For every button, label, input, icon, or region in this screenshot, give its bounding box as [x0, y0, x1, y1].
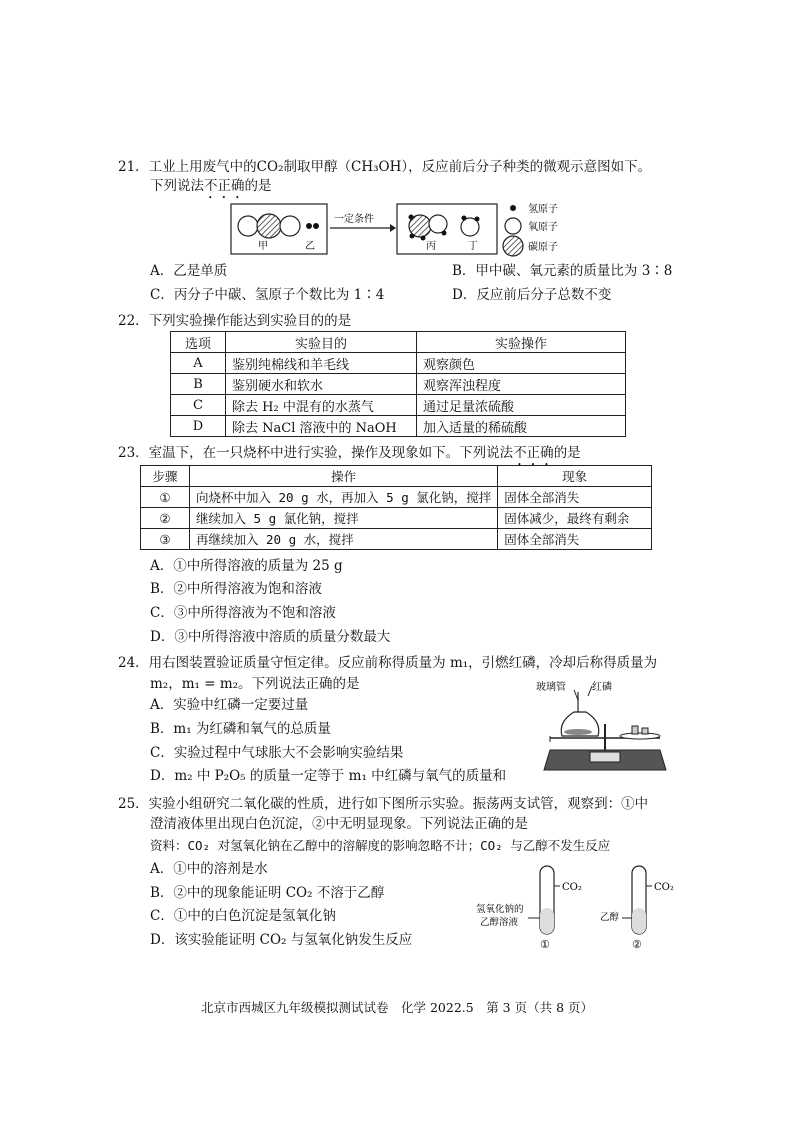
table-cell: 观察浑浊程度 — [417, 374, 626, 395]
table-row — [171, 395, 626, 416]
label-ding: 丁 — [468, 241, 478, 252]
q21-option-b: B．甲中碳、氧元素的质量比为 3∶8 — [452, 263, 673, 279]
q22-table — [170, 331, 626, 437]
table-cell: 鉴别纯棉线和羊毛线 — [226, 353, 417, 374]
table-row — [171, 416, 626, 437]
q21-option-a: A．乙是单质 — [150, 263, 228, 279]
q23-stem-post: 的是 — [553, 445, 581, 461]
q23-option-c: C．③中所得溶液为不饱和溶液 — [150, 605, 336, 621]
tube2-number: ② — [632, 938, 642, 951]
table-cell: 除去 H₂ 中混有的水蒸气 — [226, 395, 417, 416]
table-cell: 向烧杯中加入 20 g 水，再加入 5 g 氯化钠，搅拌 — [190, 487, 498, 508]
q24-option-b: B．m₁ 为红磷和氧气的总质量 — [150, 721, 331, 737]
q25-info: 资料：CO₂ 对氢氧化钠在乙醇中的溶解度的影响忽略不计；CO₂ 与乙醇不发生反应 — [150, 838, 611, 853]
table-cell: A — [171, 353, 226, 374]
q23-table — [140, 465, 652, 550]
table-cell: 固体全部消失 — [498, 529, 652, 550]
q23-stem-emphasis: 不正确 — [513, 445, 554, 461]
label-red-phosphorus: 红磷 — [592, 682, 612, 693]
table-row — [141, 529, 652, 550]
table-header: 现象 — [498, 466, 652, 487]
table-header: 实验目的 — [226, 332, 417, 353]
table-cell: 鉴别硬水和软水 — [226, 374, 417, 395]
table-cell: 再继续加入 20 g 水，搅拌 — [190, 529, 498, 550]
table-cell: D — [171, 416, 226, 437]
table-cell: C — [171, 395, 226, 416]
table-cell: 观察颜色 — [417, 353, 626, 374]
table-cell: 除去 NaCl 溶液中的 NaOH — [226, 416, 417, 437]
legend-oxygen: 氧原子 — [528, 222, 558, 233]
q25-test-tube-diagram — [470, 862, 700, 952]
table-header-row — [171, 332, 626, 353]
q21-stem-post: 的是 — [244, 178, 272, 194]
q24-option-d: D．m₂ 中 P₂O₅ 的质量一定等于 m₁ 中红磷与氧气的质量和 — [150, 768, 507, 784]
q21-option-c: C．丙分子中碳、氢原子个数比为 1∶4 — [150, 287, 385, 303]
tube1-number: ① — [540, 938, 550, 951]
table-header-row — [141, 466, 652, 487]
legend-hydrogen: 氢原子 — [528, 204, 558, 215]
q22-stem: 22．下列实验操作能达到实验目的的是 — [118, 313, 352, 329]
q25-option-c: C．①中的白色沉淀是氢氧化钠 — [150, 908, 336, 924]
table-cell: ② — [141, 508, 190, 529]
q24-stem-line1: 24．用右图装置验证质量守恒定律。反应前称得质量为 m₁，引燃红磷，冷却后称得质量为 — [118, 655, 658, 671]
table-cell: 继续加入 5 g 氯化钠，搅拌 — [190, 508, 498, 529]
q24-option-a: A．实验中红磷一定要过量 — [150, 697, 309, 713]
q25-option-b: B．②中的现象能证明 CO₂ 不溶于乙醇 — [150, 885, 385, 901]
label-jia: 甲 — [258, 241, 268, 252]
q21-stem-pre: 下列说法 — [150, 178, 204, 194]
table-cell: B — [171, 374, 226, 395]
q24-balance-diagram — [530, 678, 680, 778]
table-header: 选项 — [171, 332, 226, 353]
table-row — [171, 374, 626, 395]
q23-option-b: B．②中所得溶液为饱和溶液 — [150, 581, 322, 597]
tube1-gas-label: CO₂ — [562, 882, 582, 893]
tube2-gas-label: CO₂ — [654, 882, 674, 893]
label-condition: 一定条件 — [334, 214, 374, 225]
page-footer: 北京市西城区九年级模拟测试试卷 化学 2022.5 第 3 页（共 8 页） — [200, 1000, 593, 1015]
table-header: 步骤 — [141, 466, 190, 487]
table-row — [141, 508, 652, 529]
q25-option-d: D．该实验能证明 CO₂ 与氢氧化钠发生反应 — [150, 932, 413, 948]
table-cell: ① — [141, 487, 190, 508]
q21-molecule-diagram — [230, 198, 620, 260]
table-cell: ③ — [141, 529, 190, 550]
q21-stem-emphasis: 不正确 — [204, 178, 245, 194]
q21-stem-line1: 21．工业上用废气中的CO₂制取甲醇（CH₃OH），反应前后分子种类的微观示意图如下。 — [118, 159, 652, 175]
tube1-solution-label-2: 乙醇溶液 — [480, 917, 519, 928]
table-header: 操作 — [190, 466, 498, 487]
label-bing: 丙 — [426, 241, 436, 252]
tube1-solution-label-1: 氢氧化钠的 — [476, 904, 524, 915]
label-yi: 乙 — [305, 241, 315, 252]
q23-option-a: A．①中所得溶液的质量为 25 g — [150, 558, 343, 574]
q21-option-d: D．反应前后分子总数不变 — [452, 287, 612, 303]
legend-carbon: 碳原子 — [528, 242, 558, 253]
table-cell: 固体全部消失 — [498, 487, 652, 508]
table-row — [141, 487, 652, 508]
table-cell: 加入适量的稀硫酸 — [417, 416, 626, 437]
q23-stem-pre: 23．室温下，在一只烧杯中进行实验，操作及现象如下。下列说法 — [118, 445, 514, 461]
q23-option-d: D．③中所得溶液中溶质的质量分数最大 — [150, 629, 391, 645]
q25-stem-line2: 澄清液体里出现白色沉淀，②中无明显现象。下列说法正确的是 — [150, 816, 528, 832]
q24-option-c: C．实验过程中气球胀大不会影响实验结果 — [150, 745, 404, 761]
tube2-solution-label: 乙醇 — [600, 912, 620, 923]
table-cell: 通过足量浓硫酸 — [417, 395, 626, 416]
q25-option-a: A．①中的溶剂是水 — [150, 861, 268, 877]
table-cell: 固体减少，最终有剩余 — [498, 508, 652, 529]
table-header: 实验操作 — [417, 332, 626, 353]
label-glass-tube: 玻璃管 — [536, 682, 566, 693]
q25-stem-line1: 25．实验小组研究二氧化碳的性质，进行如下图所示实验。振荡两支试管，观察到：①中 — [118, 796, 649, 812]
q24-stem-line2: m₂，m₁ = m₂。下列说法正确的是 — [150, 676, 360, 692]
table-row — [171, 353, 626, 374]
